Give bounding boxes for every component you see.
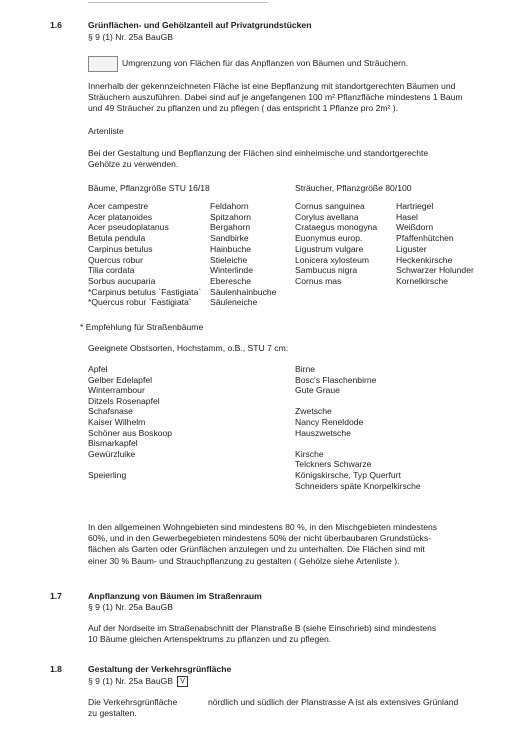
list-item: Acer campestre (88, 201, 149, 211)
list-item: Euonymus europ. (295, 233, 363, 244)
list-item: Hasel (396, 211, 418, 222)
list-item: Zwetsche (295, 406, 332, 417)
list-item: Gelber Edelapfel (88, 374, 153, 385)
list-item: Schwarzer Holunder (396, 265, 474, 276)
list-item (295, 438, 421, 449)
trees-german-list (210, 201, 276, 308)
list-item: Eberesche (210, 275, 252, 286)
paragraph-green-area-shares: In den allgemeinen Wohngebieten sind mindestens 80 %, in den Mischgebieten mindestens 60%, und in den Gewerbegebieten mindestens 50% der nicht überbaubaren Grundstücks- flächen als Garten oder Grünflächen anzulegen und zu unterhalten. Die Flächen sind mit einer 30 % Baum- und Strauchpflanzung zu gestalten ( Gehölze siehe Artenliste ). (88, 522, 438, 566)
list-item: Bismarkapfel (88, 438, 138, 449)
section-number-1-8: 1.8 (50, 664, 62, 674)
list-item: Cornus sanguinea (295, 201, 365, 211)
list-item: Betula pendula (88, 233, 146, 244)
list-item: Pfaffenhütchen (396, 233, 454, 244)
paragraph-species-intro: Bei der Gestaltung und Bepflanzung der Flächen sind einheimische und standortgerechte Gehölze zu verwenden. (88, 148, 429, 169)
trees-header: Bäume, Pflanzgröße STU 16/18 (88, 183, 210, 193)
section-number-1-6: 1.6 (50, 20, 62, 30)
list-item: Ligustrum vulgare (295, 243, 364, 254)
list-item: Bosc's Flaschenbirne (295, 374, 377, 385)
list-item: *Carpinus betulus `Fastigiata` (88, 286, 202, 297)
list-item: *Quercus robur `Fastigiata` (88, 297, 192, 308)
paragraph-traffic-green-b: nördlich und südlich der Planstrasse A ist als extensives Grünland (208, 697, 459, 707)
traffic-green-symbol-box: V (177, 676, 188, 687)
list-item: Lonicera xylosteum (295, 254, 370, 265)
list-item: Nancy Reneldode (295, 416, 364, 427)
section-ref-1-8: § 9 (1) Nr. 25a BauGB V (88, 676, 188, 687)
section-title-1-6: Grünflächen- und Gehölzanteil auf Privatgrundstücken (88, 20, 312, 30)
shrubs-german-list (396, 201, 474, 287)
list-item: Kaiser Wilhelm (88, 416, 146, 427)
list-item: Crataegus monogyna (295, 222, 378, 233)
list-item: Schneiders späte Knorpelkirsche (295, 480, 421, 491)
cropped-previous-line (88, 2, 268, 7)
list-item: Tilia cordata (88, 265, 135, 276)
list-item: Säulenhainbuche (210, 286, 277, 297)
list-item: Hartriegel (396, 201, 434, 211)
legend-text: Umgrenzung von Flächen für das Anpflanzen von Bäumen und Sträuchern. (122, 58, 409, 68)
list-item: Sorbus aucuparia (88, 275, 156, 286)
list-item: Schafsnase (88, 406, 133, 417)
list-item: Sandbirke (210, 233, 249, 244)
list-item (295, 396, 421, 407)
list-item: Ditzels Rosenapfel (88, 395, 160, 406)
list-item: Liguster (396, 243, 427, 254)
list-item: Hauszwetsche (295, 427, 351, 438)
trees-latin-list (88, 201, 201, 308)
list-item: Schöner aus Boskoop (88, 427, 173, 438)
list-item: Säuleneiche (210, 297, 258, 308)
list-item: Sambucus nigra (295, 265, 358, 276)
list-item: Königskirsche, Typ Querfurt (295, 469, 401, 480)
list-item: Quercus robur (88, 254, 143, 265)
list-item (88, 459, 172, 470)
list-item: Gute Graue (295, 385, 340, 396)
section-ref-1-7: § 9 (1) Nr. 25a BauGB (88, 602, 174, 612)
list-item: Kornelkirsche (396, 275, 449, 286)
list-item: Spitzahorn (210, 211, 252, 222)
list-item: Carpinus betulus (88, 243, 153, 254)
list-item: Corylus avellana (295, 211, 359, 222)
paragraph-traffic-green-a: Die Verkehrsgrünfläche (88, 697, 178, 707)
list-item: Gewürzluike (88, 448, 136, 459)
list-item: Speierling (88, 469, 127, 480)
section-number-1-7: 1.7 (50, 591, 62, 601)
list-item: Cornus mas (295, 275, 342, 286)
fruit-varieties-intro: Geeignete Obstsorten, Hochstamm, o.B., STU 7 cm: (88, 343, 289, 353)
list-item: Kirsche (295, 448, 324, 459)
list-item: Heckenkirsche (396, 254, 453, 265)
list-item: Acer pseudoplatanus (88, 222, 169, 233)
paragraph-street-trees: Auf der Nordseite im Straßenabschnitt der Planstraße B (siehe Einschrieb) sind mindestens 10 Bäume gleichen Artenspektrums zu pflanzen und zu pflegen. (88, 623, 437, 644)
paragraph-traffic-green-c: zu gestalten. (88, 708, 137, 718)
list-item: Winterrambour (88, 385, 145, 396)
section-ref-1-6: § 9 (1) Nr. 25a BauGB (88, 32, 174, 42)
shrubs-header: Sträucher, Pflanzgröße 80/100 (295, 183, 412, 193)
list-item: Hainbuche (210, 243, 252, 254)
street-tree-footnote: * Empfehlung für Straßenbäume (80, 322, 204, 332)
list-item: Winterlinde (210, 265, 253, 276)
list-item: Stieleiche (210, 254, 248, 265)
section-title-1-7: Anpflanzung von Bäumen im Straßenraum (88, 591, 262, 601)
list-item: Bergahorn (210, 222, 251, 233)
fruit-left-list (88, 364, 172, 481)
list-item: Birne (295, 364, 316, 374)
planting-area-legend-symbol (88, 56, 118, 72)
section-title-1-8: Gestaltung der Verkehrsgrünfläche (88, 664, 232, 674)
species-list-heading: Artenliste (88, 126, 124, 136)
shrubs-latin-list (295, 201, 377, 287)
list-item: Apfel (88, 364, 108, 374)
list-item: Acer platanoides (88, 211, 153, 222)
paragraph-planting-rules: Innerhalb der gekennzeichneten Fläche ist eine Bepflanzung mit standortgerechten Bäumen und Sträuchern auszuführen. Dabei sind auf je angefangenen 100 m² Pflanzfläche mindestens 1 Baum und 49 Sträucher zu pflanzen und zu pflegen ( das entspricht 1 Pflanze pro 2m² ). (88, 81, 463, 113)
list-item: Feldahorn (210, 201, 249, 211)
fruit-right-list (295, 364, 421, 491)
list-item: Weißdorn (396, 222, 434, 233)
list-item: Telckners Schwarze (295, 459, 372, 470)
